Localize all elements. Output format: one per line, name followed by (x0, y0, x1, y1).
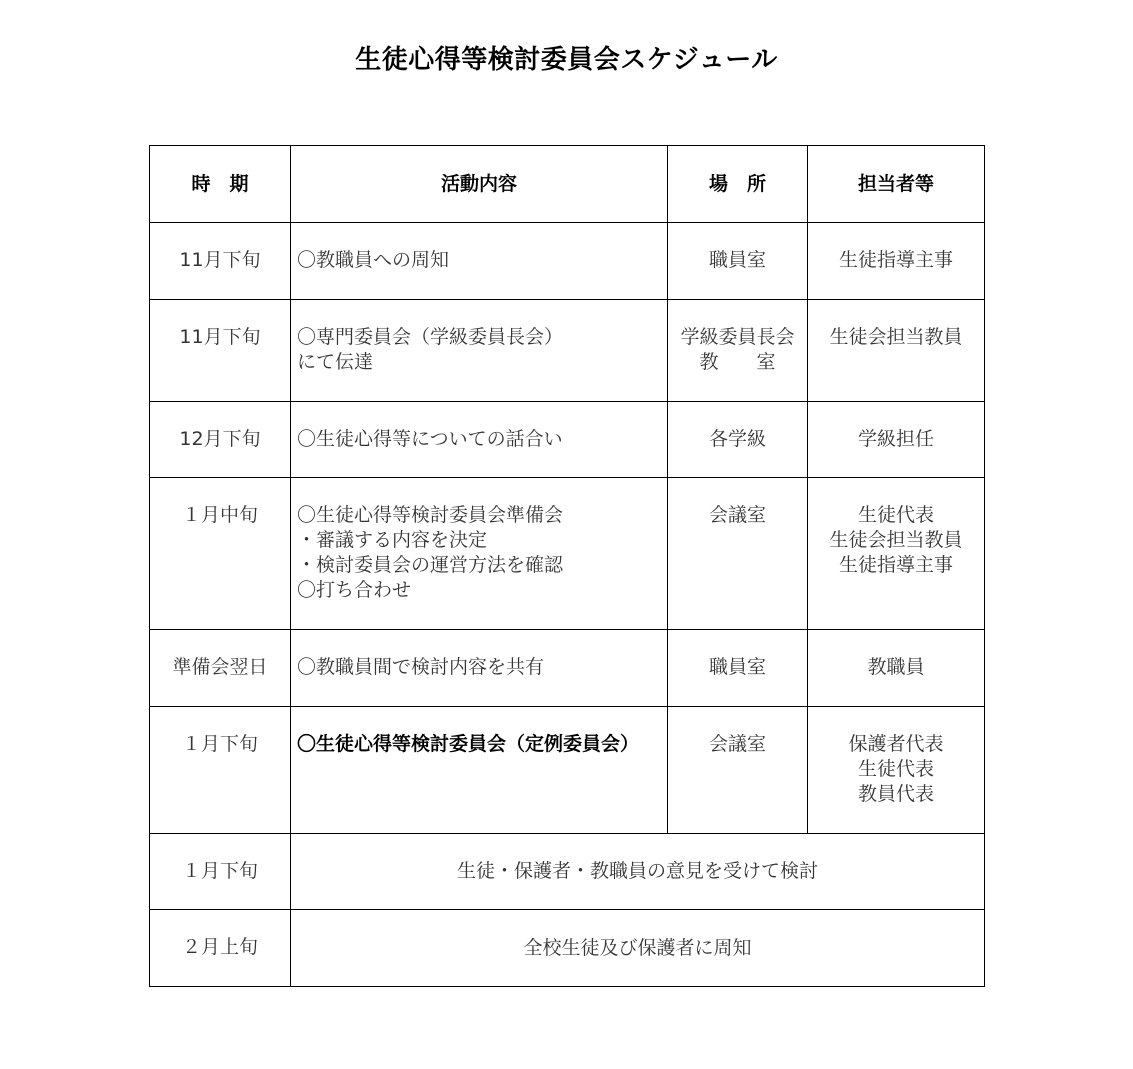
activity-line: 〇生徒心得等検討委員会準備会 (297, 504, 564, 526)
staff-cell (808, 223, 985, 300)
table-row (150, 630, 985, 707)
activity-line: にて伝達 (297, 351, 374, 373)
header-place: 場 所 (668, 146, 808, 223)
activity-line: 〇生徒心得等についての話合い (297, 428, 563, 450)
merged-activity-text: 生徒・保護者・教職員の意見を受けて検討 (456, 860, 818, 882)
staff-cell (808, 402, 985, 478)
place-line: 職員室 (708, 249, 766, 271)
staff-line: 生徒代表 (857, 758, 934, 780)
activity-cell (291, 707, 668, 834)
schedule-table (149, 145, 985, 987)
activity-cell (291, 402, 668, 478)
period-cell (150, 834, 291, 910)
place-cell (668, 300, 808, 402)
table-row (150, 707, 985, 834)
activity-line: 〇打ち合わせ (297, 579, 412, 601)
staff-line: 教員代表 (857, 783, 934, 805)
place-cell (668, 478, 808, 630)
table-row (150, 402, 985, 478)
period-text: ２月上旬 (181, 936, 258, 958)
place-line: 学級委員長会 (680, 326, 795, 348)
activity-line: 〇専門委員会（学級委員長会） (297, 326, 564, 348)
place-cell (668, 223, 808, 300)
table-row (150, 478, 985, 630)
staff-line: 保護者代表 (848, 733, 944, 755)
place-cell (668, 707, 808, 834)
table-row-merged (150, 910, 985, 987)
merged-activity-cell (291, 910, 985, 987)
staff-cell (808, 707, 985, 834)
place-line: 会議室 (708, 733, 766, 755)
header-period: 時 期 (150, 146, 291, 223)
activity-cell (291, 630, 668, 707)
period-text: １月中旬 (181, 504, 258, 526)
period-cell (150, 478, 291, 630)
period-text: １月下旬 (181, 860, 258, 882)
period-cell (150, 223, 291, 300)
header-activity: 活動内容 (291, 146, 668, 223)
period-cell (150, 910, 291, 987)
activity-line: 〇教職員への周知 (297, 249, 450, 271)
period-text: １月下旬 (181, 733, 258, 755)
place-line: 職員室 (708, 656, 766, 678)
place-line: 会議室 (708, 504, 766, 526)
document-title: 生徒心得等検討委員会スケジュール (355, 45, 778, 75)
merged-activity-text: 全校生徒及び保護者に周知 (523, 936, 752, 959)
period-text: 11月下旬 (179, 326, 261, 348)
staff-line: 生徒代表 (857, 504, 934, 526)
place-line: 教 室 (699, 351, 776, 373)
table-row (150, 223, 985, 300)
activity-line: ・検討委員会の運営方法を確認 (297, 554, 564, 576)
staff-line: 生徒会担当教員 (829, 326, 963, 348)
activity-line-bold: 〇生徒心得等検討委員会（定例委員会） (297, 733, 640, 755)
period-text: 11月下旬 (179, 249, 261, 271)
activity-cell (291, 223, 668, 300)
place-line: 各学級 (708, 428, 766, 450)
merged-activity-cell (291, 834, 985, 910)
header-staff: 担当者等 (808, 146, 985, 223)
table-row (150, 300, 985, 402)
period-text: 12月下旬 (179, 428, 261, 450)
activity-cell (291, 300, 668, 402)
activity-line: ・審議する内容を決定 (297, 529, 488, 551)
staff-cell (808, 630, 985, 707)
period-cell (150, 402, 291, 478)
staff-line: 生徒指導主事 (838, 249, 953, 271)
staff-cell (808, 300, 985, 402)
table-row-merged (150, 834, 985, 910)
activity-line: 〇教職員間で検討内容を共有 (297, 656, 545, 678)
place-cell (668, 402, 808, 478)
period-cell (150, 630, 291, 707)
staff-line: 生徒指導主事 (838, 554, 953, 576)
activity-cell (291, 478, 668, 630)
staff-line: 生徒会担当教員 (829, 529, 963, 551)
place-cell (668, 630, 808, 707)
staff-line: 教職員 (867, 656, 925, 678)
period-cell (150, 300, 291, 402)
period-cell (150, 707, 291, 834)
table-header-row (150, 146, 985, 223)
staff-line: 学級担任 (857, 428, 934, 450)
staff-cell (808, 478, 985, 630)
period-text: 準備会翌日 (172, 656, 268, 678)
